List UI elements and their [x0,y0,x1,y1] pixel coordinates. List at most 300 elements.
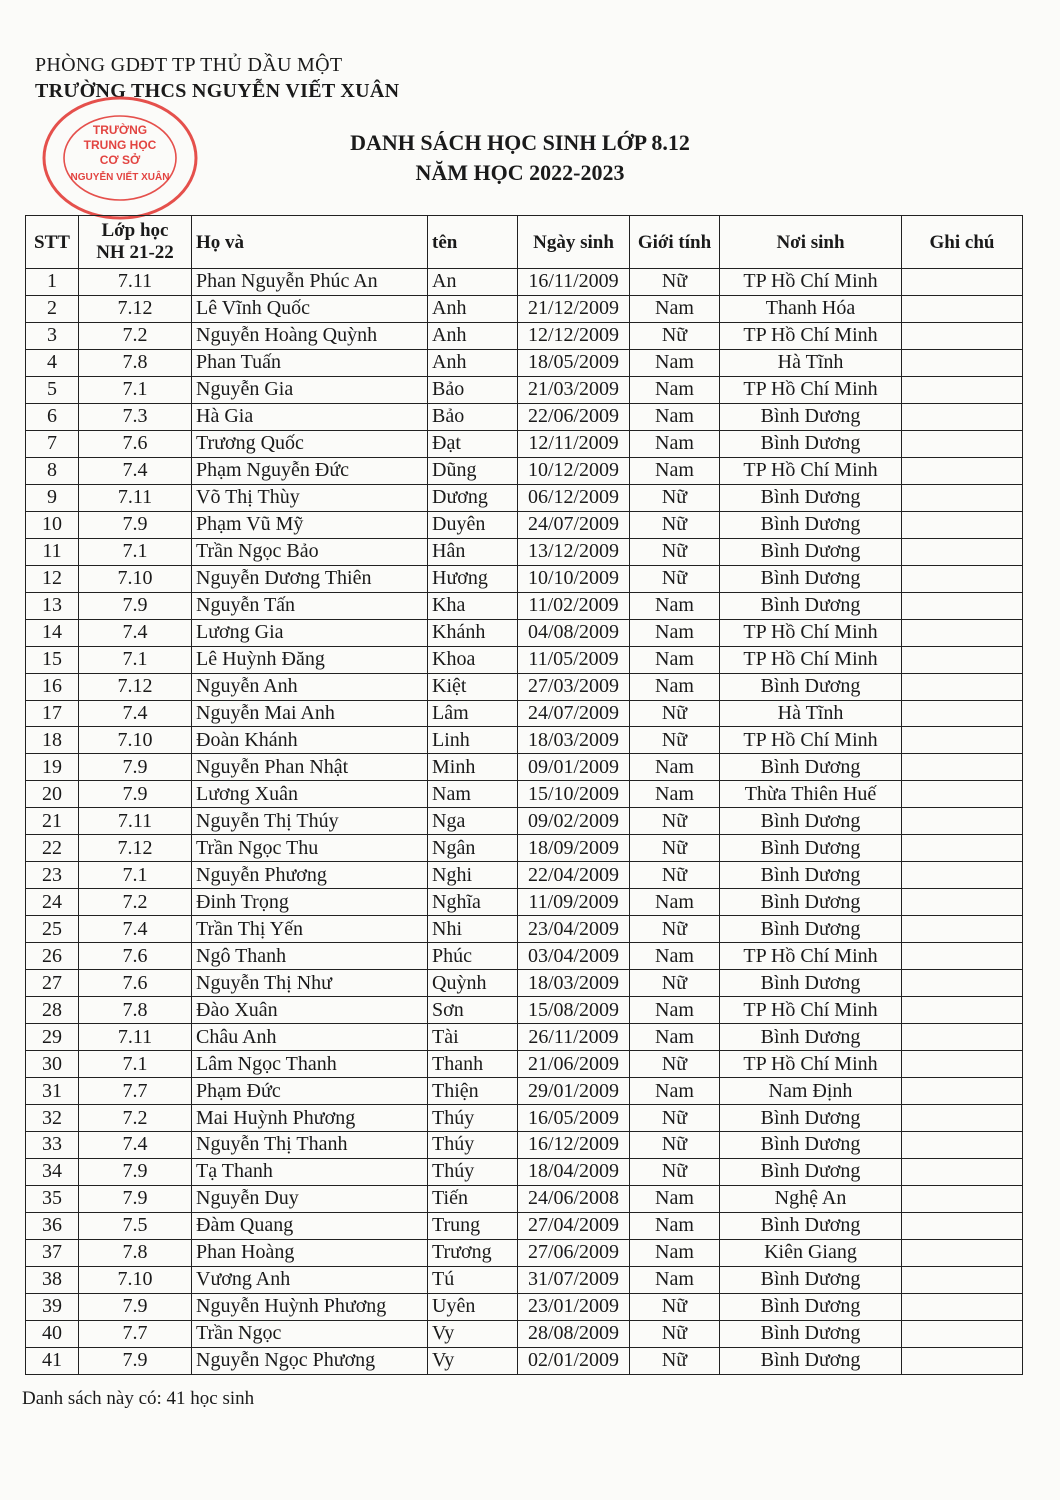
cell-birthplace: Bình Dương [720,889,902,916]
table-row [26,1105,1023,1132]
cell-stt: 25 [26,916,79,943]
table-row [26,1266,1023,1293]
cell-dob: 27/03/2009 [518,673,630,700]
cell-note [902,916,1023,943]
cell-dob: 16/11/2009 [518,269,630,296]
cell-note [902,511,1023,538]
cell-note [902,484,1023,511]
cell-surname: Nguyễn Anh [192,673,428,700]
cell-stt: 2 [26,295,79,322]
table-row [26,916,1023,943]
cell-name: Nhi [428,916,518,943]
school-stamp [40,92,200,222]
cell-name: Tiến [428,1185,518,1212]
cell-dob: 23/04/2009 [518,916,630,943]
cell-stt: 23 [26,862,79,889]
svg-text:NGUYỄN VIẾT XUÂN: NGUYỄN VIẾT XUÂN [70,172,170,183]
cell-dob: 15/10/2009 [518,781,630,808]
cell-surname: Trần Thị Yến [192,916,428,943]
table-row [26,1078,1023,1105]
cell-note [902,1051,1023,1078]
cell-stt: 13 [26,592,79,619]
cell-note [902,619,1023,646]
cell-class: 7.2 [79,889,192,916]
cell-dob: 24/07/2009 [518,511,630,538]
cell-note [902,1158,1023,1185]
cell-surname: Ngô Thanh [192,943,428,970]
document-title: DANH SÁCH HỌC SINH LỚP 8.12 [350,130,690,155]
cell-dob: 02/01/2009 [518,1347,630,1374]
cell-class: 7.9 [79,754,192,781]
svg-text:TRUNG HỌC: TRUNG HỌC [83,138,157,152]
cell-name: Khoa [428,646,518,673]
cell-dob: 09/01/2009 [518,754,630,781]
cell-dob: 09/02/2009 [518,808,630,835]
cell-birthplace: TP Hồ Chí Minh [720,727,902,754]
cell-name: Linh [428,727,518,754]
cell-note [902,700,1023,727]
cell-birthplace: Bình Dương [720,1266,902,1293]
cell-gender: Nữ [630,538,720,565]
cell-birthplace: Bình Dương [720,1024,902,1051]
cell-gender: Nữ [630,862,720,889]
cell-surname: Nguyễn Huỳnh Phương [192,1293,428,1320]
cell-name: Kiệt [428,673,518,700]
cell-birthplace: Bình Dương [720,1347,902,1374]
cell-dob: 21/12/2009 [518,295,630,322]
cell-surname: Tạ Thanh [192,1158,428,1185]
cell-stt: 35 [26,1185,79,1212]
cell-gender: Nữ [630,970,720,997]
cell-dob: 22/06/2009 [518,403,630,430]
cell-surname: Phan Hoàng [192,1239,428,1266]
cell-gender: Nữ [630,808,720,835]
cell-class: 7.4 [79,700,192,727]
cell-stt: 19 [26,754,79,781]
cell-note [902,1347,1023,1374]
cell-name: Khánh [428,619,518,646]
table-row [26,1158,1023,1185]
cell-gender: Nam [630,943,720,970]
cell-dob: 12/11/2009 [518,430,630,457]
cell-note [902,269,1023,296]
cell-surname: Nguyễn Phan Nhật [192,754,428,781]
cell-gender: Nữ [630,916,720,943]
cell-stt: 5 [26,376,79,403]
header-dob: Ngày sinh [518,216,630,269]
cell-birthplace: Bình Dương [720,430,902,457]
cell-note [902,1185,1023,1212]
cell-name: Đạt [428,430,518,457]
cell-surname: Châu Anh [192,1024,428,1051]
cell-surname: Phan Nguyễn Phúc An [192,269,428,296]
cell-class: 7.4 [79,457,192,484]
cell-surname: Đào Xuân [192,997,428,1024]
cell-note [902,646,1023,673]
cell-gender: Nam [630,1024,720,1051]
cell-stt: 16 [26,673,79,700]
cell-class: 7.1 [79,376,192,403]
cell-name: Nam [428,781,518,808]
cell-name: Dũng [428,457,518,484]
cell-dob: 18/09/2009 [518,835,630,862]
cell-dob: 31/07/2009 [518,1266,630,1293]
cell-surname: Đàm Quang [192,1212,428,1239]
table-row [26,1293,1023,1320]
cell-name: Quỳnh [428,970,518,997]
cell-class: 7.9 [79,1185,192,1212]
cell-note [902,889,1023,916]
cell-stt: 21 [26,808,79,835]
table-row [26,619,1023,646]
cell-stt: 24 [26,889,79,916]
cell-note [902,1239,1023,1266]
table-row [26,430,1023,457]
cell-surname: Phan Tuấn [192,349,428,376]
table-row [26,484,1023,511]
cell-class: 7.9 [79,1158,192,1185]
cell-class: 7.4 [79,1132,192,1159]
cell-stt: 15 [26,646,79,673]
cell-dob: 16/05/2009 [518,1105,630,1132]
cell-birthplace: Bình Dương [720,403,902,430]
svg-text:CƠ SỞ: CƠ SỞ [99,153,141,167]
cell-dob: 13/12/2009 [518,538,630,565]
cell-note [902,808,1023,835]
cell-dob: 24/07/2009 [518,700,630,727]
cell-note [902,1024,1023,1051]
cell-dob: 10/12/2009 [518,457,630,484]
cell-surname: Lê Vĩnh Quốc [192,295,428,322]
header-stt: STT [26,216,79,269]
cell-stt: 10 [26,511,79,538]
svg-text:TRƯỜNG: TRƯỜNG [92,123,148,137]
cell-birthplace: Bình Dương [720,1158,902,1185]
cell-birthplace: TP Hồ Chí Minh [720,322,902,349]
cell-birthplace: Bình Dương [720,970,902,997]
cell-gender: Nữ [630,511,720,538]
cell-surname: Mai Huỳnh Phương [192,1105,428,1132]
cell-surname: Trần Ngọc Bảo [192,538,428,565]
cell-class: 7.3 [79,403,192,430]
cell-class: 7.12 [79,673,192,700]
cell-dob: 18/03/2009 [518,727,630,754]
cell-dob: 27/06/2009 [518,1239,630,1266]
cell-birthplace: Bình Dương [720,835,902,862]
cell-note [902,1132,1023,1159]
table-row [26,700,1023,727]
cell-name: Thúy [428,1158,518,1185]
cell-name: Tú [428,1266,518,1293]
table-row [26,1347,1023,1374]
cell-class: 7.6 [79,430,192,457]
cell-name: Nghĩa [428,889,518,916]
cell-note [902,322,1023,349]
cell-class: 7.1 [79,538,192,565]
cell-birthplace: Nghệ An [720,1185,902,1212]
cell-note [902,835,1023,862]
cell-name: Minh [428,754,518,781]
cell-name: An [428,269,518,296]
table-header-row [26,216,1023,269]
cell-gender: Nam [630,376,720,403]
cell-birthplace: TP Hồ Chí Minh [720,997,902,1024]
cell-birthplace: Bình Dương [720,754,902,781]
table-row [26,754,1023,781]
cell-note [902,943,1023,970]
cell-gender: Nam [630,430,720,457]
cell-stt: 37 [26,1239,79,1266]
cell-birthplace: Thừa Thiên Huế [720,781,902,808]
cell-stt: 33 [26,1132,79,1159]
cell-gender: Nam [630,403,720,430]
header-class-line1: Lớp học [101,220,169,241]
cell-note [902,430,1023,457]
cell-gender: Nữ [630,322,720,349]
cell-gender: Nữ [630,1293,720,1320]
cell-class: 7.5 [79,1212,192,1239]
cell-birthplace: Bình Dương [720,862,902,889]
cell-gender: Nữ [630,1347,720,1374]
cell-note [902,754,1023,781]
cell-stt: 29 [26,1024,79,1051]
cell-class: 7.8 [79,1239,192,1266]
cell-name: Trung [428,1212,518,1239]
cell-dob: 26/11/2009 [518,1024,630,1051]
table-row [26,565,1023,592]
cell-class: 7.1 [79,862,192,889]
cell-name: Thanh [428,1051,518,1078]
cell-surname: Lâm Ngọc Thanh [192,1051,428,1078]
cell-note [902,781,1023,808]
cell-note [902,295,1023,322]
cell-class: 7.12 [79,835,192,862]
cell-stt: 11 [26,538,79,565]
cell-gender: Nam [630,1185,720,1212]
cell-class: 7.12 [79,295,192,322]
cell-stt: 1 [26,269,79,296]
cell-note [902,538,1023,565]
cell-class: 7.6 [79,943,192,970]
cell-stt: 39 [26,1293,79,1320]
cell-name: Vy [428,1320,518,1347]
table-row [26,943,1023,970]
cell-dob: 23/01/2009 [518,1293,630,1320]
cell-class: 7.7 [79,1320,192,1347]
table-row [26,781,1023,808]
cell-surname: Nguyễn Phương [192,862,428,889]
table-row [26,1132,1023,1159]
table-row [26,511,1023,538]
cell-birthplace: TP Hồ Chí Minh [720,457,902,484]
cell-gender: Nam [630,592,720,619]
header-note: Ghi chú [902,216,1023,269]
cell-name: Hân [428,538,518,565]
cell-class: 7.1 [79,646,192,673]
cell-class: 7.2 [79,1105,192,1132]
cell-dob: 21/03/2009 [518,376,630,403]
cell-surname: Lương Xuân [192,781,428,808]
cell-class: 7.9 [79,511,192,538]
cell-dob: 10/10/2009 [518,565,630,592]
student-list-table [25,215,1023,1375]
cell-stt: 28 [26,997,79,1024]
cell-surname: Nguyễn Thị Thúy [192,808,428,835]
cell-surname: Nguyễn Dương Thiên [192,565,428,592]
cell-name: Vy [428,1347,518,1374]
cell-class: 7.4 [79,916,192,943]
cell-gender: Nữ [630,700,720,727]
cell-note [902,457,1023,484]
table-row [26,457,1023,484]
cell-class: 7.6 [79,970,192,997]
cell-surname: Võ Thị Thùy [192,484,428,511]
cell-note [902,1266,1023,1293]
cell-surname: Trương Quốc [192,430,428,457]
table-row [26,1212,1023,1239]
table-row [26,862,1023,889]
cell-surname: Vương Anh [192,1266,428,1293]
header-birthplace: Nơi sinh [720,216,902,269]
cell-name: Sơn [428,997,518,1024]
table-row [26,727,1023,754]
cell-note [902,1212,1023,1239]
cell-name: Kha [428,592,518,619]
cell-surname: Nguyễn Tấn [192,592,428,619]
cell-name: Tài [428,1024,518,1051]
cell-gender: Nữ [630,835,720,862]
cell-name: Lâm [428,700,518,727]
cell-birthplace: Kiên Giang [720,1239,902,1266]
cell-note [902,376,1023,403]
cell-surname: Trần Ngọc Thu [192,835,428,862]
cell-note [902,403,1023,430]
cell-note [902,1320,1023,1347]
table-row [26,1024,1023,1051]
cell-stt: 31 [26,1078,79,1105]
cell-stt: 26 [26,943,79,970]
cell-gender: Nam [630,673,720,700]
cell-class: 7.11 [79,808,192,835]
cell-class: 7.11 [79,269,192,296]
cell-class: 7.4 [79,619,192,646]
cell-name: Nghi [428,862,518,889]
cell-gender: Nam [630,1239,720,1266]
table-row [26,322,1023,349]
cell-dob: 18/03/2009 [518,970,630,997]
cell-surname: Phạm Đức [192,1078,428,1105]
cell-birthplace: Bình Dương [720,1293,902,1320]
cell-note [902,862,1023,889]
table-row [26,808,1023,835]
cell-birthplace: Hà Tĩnh [720,349,902,376]
cell-gender: Nam [630,349,720,376]
cell-name: Bảo [428,403,518,430]
cell-note [902,997,1023,1024]
cell-class: 7.11 [79,484,192,511]
cell-birthplace: Bình Dương [720,1105,902,1132]
cell-dob: 11/02/2009 [518,592,630,619]
cell-stt: 7 [26,430,79,457]
cell-stt: 20 [26,781,79,808]
cell-class: 7.9 [79,592,192,619]
table-row [26,295,1023,322]
cell-class: 7.7 [79,1078,192,1105]
table-row [26,376,1023,403]
cell-surname: Nguyễn Mai Anh [192,700,428,727]
cell-stt: 3 [26,322,79,349]
cell-gender: Nam [630,619,720,646]
cell-gender: Nam [630,1212,720,1239]
cell-birthplace: Bình Dương [720,1212,902,1239]
cell-dob: 18/05/2009 [518,349,630,376]
cell-surname: Nguyễn Thị Thanh [192,1132,428,1159]
cell-dob: 11/05/2009 [518,646,630,673]
cell-surname: Lương Gia [192,619,428,646]
cell-gender: Nữ [630,1158,720,1185]
cell-class: 7.9 [79,1347,192,1374]
cell-gender: Nam [630,646,720,673]
cell-stt: 27 [26,970,79,997]
cell-dob: 22/04/2009 [518,862,630,889]
school-year: NĂM HỌC 2022-2023 [415,160,625,185]
cell-birthplace: Bình Dương [720,1132,902,1159]
department-name: PHÒNG GDĐT TP THỦ DẦU MỘT [35,54,343,76]
cell-birthplace: Bình Dương [720,592,902,619]
cell-birthplace: Bình Dương [720,916,902,943]
cell-class: 7.9 [79,781,192,808]
cell-stt: 8 [26,457,79,484]
cell-birthplace: Nam Định [720,1078,902,1105]
cell-gender: Nữ [630,1320,720,1347]
cell-name: Thúy [428,1105,518,1132]
cell-class: 7.10 [79,727,192,754]
cell-stt: 12 [26,565,79,592]
cell-note [902,673,1023,700]
cell-name: Bảo [428,376,518,403]
cell-gender: Nam [630,754,720,781]
cell-surname: Hà Gia [192,403,428,430]
cell-class: 7.2 [79,322,192,349]
cell-dob: 18/04/2009 [518,1158,630,1185]
cell-birthplace: Bình Dương [720,484,902,511]
cell-name: Hương [428,565,518,592]
cell-dob: 27/04/2009 [518,1212,630,1239]
table-row [26,269,1023,296]
table-row [26,349,1023,376]
cell-name: Anh [428,322,518,349]
cell-surname: Trần Ngọc [192,1320,428,1347]
cell-dob: 11/09/2009 [518,889,630,916]
cell-name: Thiện [428,1078,518,1105]
table-row [26,1051,1023,1078]
cell-gender: Nam [630,295,720,322]
cell-stt: 41 [26,1347,79,1374]
cell-birthplace: TP Hồ Chí Minh [720,619,902,646]
cell-birthplace: Bình Dương [720,538,902,565]
cell-note [902,1105,1023,1132]
cell-gender: Nam [630,1266,720,1293]
cell-surname: Nguyễn Duy [192,1185,428,1212]
cell-gender: Nữ [630,1132,720,1159]
cell-dob: 21/06/2009 [518,1051,630,1078]
cell-stt: 36 [26,1212,79,1239]
cell-dob: 03/04/2009 [518,943,630,970]
cell-dob: 06/12/2009 [518,484,630,511]
cell-note [902,349,1023,376]
footer-summary: Danh sách này có: 41 học sinh [22,1388,255,1409]
cell-note [902,970,1023,997]
